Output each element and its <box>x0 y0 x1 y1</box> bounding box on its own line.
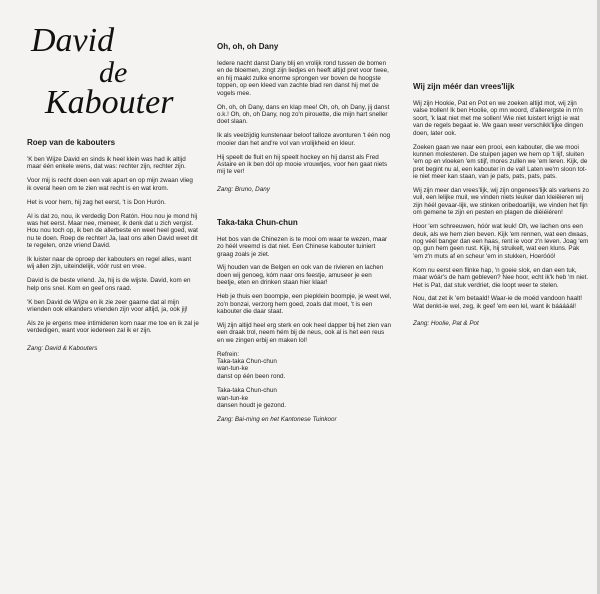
column-right <box>413 82 589 334</box>
logo-line-2: de <box>99 56 128 89</box>
logo-line-3: Kabouter <box>45 84 174 121</box>
song-credit: Zang: Bruno, Dany <box>217 185 270 193</box>
refrain-line: wan-tun-ke <box>217 365 249 373</box>
song-title: Roep van de kabouters <box>27 138 116 147</box>
refrain-line: Refrein: <box>217 350 240 358</box>
lyric-paragraph: Al is dat zo, nou, ik verdedig Don Ratón. Hou nou je mond hij was het eerst. Maar nee, meneer, ik denk dat u zich vergist. Hou nou toch op, ik ben de allerbeste en weet heel goed, wat nu te doen. Roep de rechter! Ja, laat ons allen David weet dit te regelen, onze vriend David. <box>27 212 198 250</box>
lyric-paragraph: Wij zijn meer dan vrees'lijk, wij zijn ongenees'lijk als varkens zo vuil, een lelijke muil, we vinden niets leuker dan kleiëieren wij zijn héél gevaar-lijk, we stinken oribedoarlijk, we vinden het fijn om gemene te zijn en pesten en plagen de diéiéiéren! <box>413 187 589 217</box>
refrain-line: wan-tun-ke <box>217 394 249 402</box>
lyric-paragraph: Het is voor hem, hij zag het eerst, 't is Don Hurón. <box>27 198 166 206</box>
lyric-paragraph: Iedere nacht danst Dany blij en vrolijk rond tussen de bomen en de bloemen, zingt zijn liedjes en heeft altijd pret voor twee, en hij maakt zulke enorme sprongen ver boven de hoogste toppen, op een kleed van zachte blad ren danst hij met de vogels mee. <box>217 60 389 97</box>
lyric-paragraph: 'K ben Wijze David en sinds ik heel klein was had ik altijd maar één enkele wens, dat was: rechter zijn, rechter zijn. <box>27 156 186 171</box>
refrain-line: dansen houdt je gezond. <box>217 402 286 409</box>
song-title: Wij zijn méér dan vrees'lijk <box>413 82 515 91</box>
lyric-paragraph: 'K ben David de Wijze en ik zie zeer gaarne dat al mijn vrienden ook elkanders vrienden zijn voor altijd, ja, ook jij! <box>27 298 188 314</box>
lyric-paragraph: Oh, oh, oh Dany, dans en klap mee! Oh, oh, oh Dany, jij danst o.k.! Oh, oh, oh Dany, nog zo'n pirouette, die mijn hart sneller doet slaan. <box>217 103 390 126</box>
lyric-paragraph: Het bos van de Chinezen is te mooi om waar te wezen, maar zo héél vreemd is dat niet. Een Chinese kabouter tuiniert graag zoals je ziet. <box>217 235 388 258</box>
lyric-paragraph: Ik luister naar de oproep der kabouters en regel alles, want wij allen zijn, uiteindelijk, vóór rust en vree. <box>27 256 192 271</box>
column-middle <box>217 42 392 430</box>
refrain-block <box>217 351 392 410</box>
lyric-paragraph: Heb je thuis een boompje, een piepklein boompje, je weet wel, zo'n bonzai, verzorg hem goed, zoals dat moet, 't is een kabouter die daar staat. <box>217 293 392 315</box>
lyric-paragraph: Ik als veelzijdig kunstenaar beloof talloze avonturen 't één nog mooier dan het and're vol van vrolijkheid en kleur. <box>217 132 391 147</box>
lyric-paragraph: David is de beste vriend. Ja, hij is de wijste. David, kom en help ons snel. Kom en geef ons raad. <box>27 277 191 292</box>
lyric-paragraph: Nou, dat zet ik 'em betaald! Waar-ie de moéd vandoon haalt! Wat denkt-ie wel, zeg, ik geef 'em een lel, want ik bááááál! <box>413 295 582 310</box>
lyric-paragraph: Wij zijn Hookie, Pat en Pot en we zoeken altijd mot, wij zijn valse trollen! Ik ben Hoolie, op mn woord, d'allerergste in m'n soort, 'k laat niet met me sollen! Wie niet luistert krijgt ie wat van de regels begaat ie. We gaan weer verschikk'lijke dingen doen, later ook. <box>413 100 584 137</box>
song-credit: Zang: Hoolie, Pat & Pot <box>413 320 479 328</box>
lyric-paragraph: Wij zijn altijd heel erg sterk en ook heel dapper bij het zien van een draak trol, neem hém bij de neus, ook al is het een reus en we zingen erbij en maken lol! <box>217 321 391 344</box>
song-credit: Zang: David & Kabouters <box>27 344 98 352</box>
lyric-paragraph: Zoeken gaan we naar een prooi, een kabouter, die we mooi kunnen molesteren. De stuipen jagen we hem op 't lijf, sluiten 'em op en vloeken 'em stijf, mores zullen we 'em leren. Kijk, de pret begint nu al, een kabouter in de val! Laten we'm sloon tot-ie niet meer kan staan, van je pats, pats, pats, pats. <box>413 143 588 181</box>
lyric-paragraph: Voor mij is recht doen een vak apart en op mijn zwaan vlieg ik overal heen om te zien wat recht is en wat krom. <box>27 177 193 192</box>
logo-line-1: David <box>31 22 115 59</box>
song-credit: Zang: Bai-ming en het Kantonese Tuinkoor <box>217 415 337 423</box>
song-title: Taka-taka Chun-chun <box>217 217 298 227</box>
column-left <box>27 24 199 359</box>
logo-title <box>27 24 199 134</box>
refrain-line: Taka-taka Chun-chun <box>217 387 277 395</box>
lyric-paragraph: Hoor 'em schreeuwen, hóór wat leuk! Oh, we lachen ons een deuk, als we hem zien beven. Kijk 'em rennen, wat een dwaas, nog véél banger dan een haas, rent ie voor z'n leven. Joag 'em op, gun hem geen rust. Kijk, hij struikelt, wat een kluns. Pak 'em z'n muts af en scheur 'em in stukken, Hoeróóó! <box>413 223 589 260</box>
song-title: Oh, oh, oh Dany <box>217 42 279 51</box>
refrain-line: Taka-taka Chun-chun <box>217 357 277 365</box>
refrain-line <box>217 380 392 387</box>
lyric-paragraph: Als ze je ergens mee intimideren kom naar me toe en ik zal je verdedigen, want voor iedereen zal ik er zijn. <box>27 320 199 335</box>
lyric-paragraph: Wij houden van de Belgen en ook van de rivieren en lachen doen wij genoeg, kóm naar ons feestje, amuseer je een beetje, eten en drinken staan hier klaar! <box>217 264 384 287</box>
lyric-paragraph: Kom nu eerst een flinke hap, 'n goeie slok, en dan een tuk, maar wóár's de ham gebleven? Nee hoor, echt ik'k heb 'm niet. Het is Pat, dat stuk verdriet, die loopt weer te stelen. <box>413 266 589 289</box>
lyric-paragraph: Hij speelt de fluit en hij speelt hockey en hij danst als Fred Astaire en ik ben dól op mooie vrouwtjes, voor hen gaat niets mij te ver! <box>217 153 388 176</box>
refrain-line: danst op één been rond. <box>217 372 286 380</box>
